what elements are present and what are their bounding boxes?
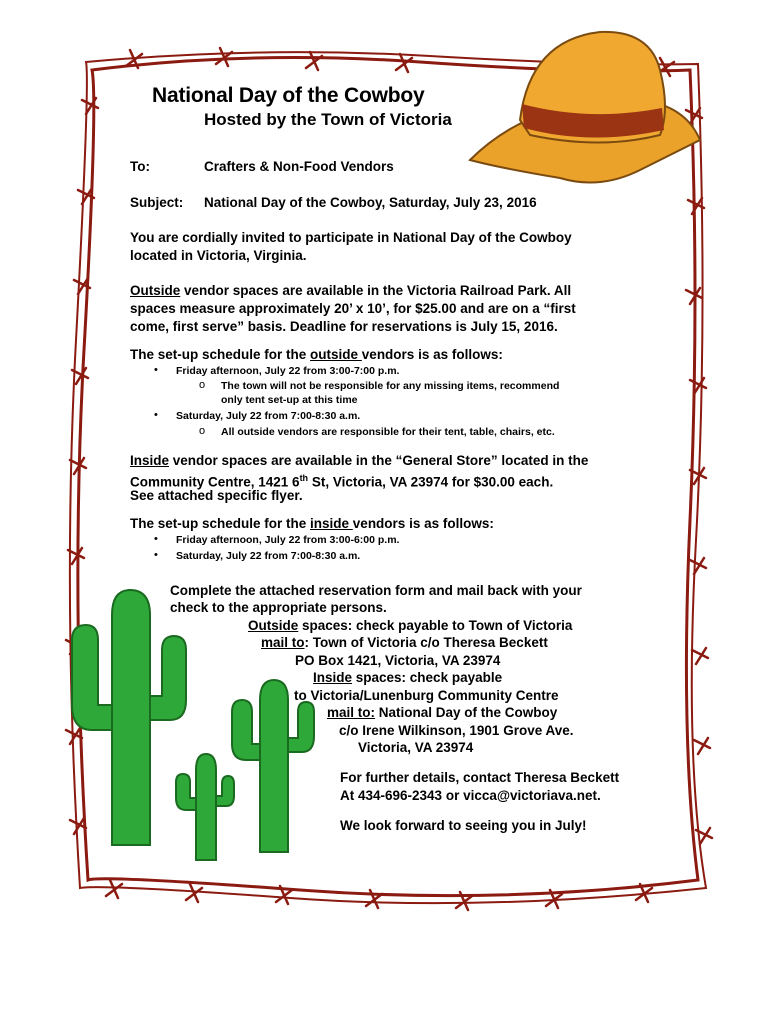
subject-value: National Day of the Cowboy, Saturday, July 23, 2016 bbox=[204, 195, 537, 210]
inside-payable-rest: spaces: check payable bbox=[352, 670, 503, 685]
to-value: Crafters & Non-Food Vendors bbox=[204, 159, 394, 174]
po-box-line: PO Box 1421, Victoria, VA 23974 bbox=[295, 653, 501, 668]
outside-subitem-1-cont: only tent set-up at this time bbox=[221, 394, 358, 406]
outside-schedule-heading bbox=[130, 346, 503, 364]
outside-paragraph-line-3: come, first serve” basis. Deadline for reservations is July 15, 2016. bbox=[130, 319, 558, 334]
closing-line: We look forward to seeing you in July! bbox=[340, 818, 587, 833]
inside-schedule-post: vendors is as follows: bbox=[352, 516, 494, 531]
mail-to-outside-label: mail to bbox=[261, 635, 305, 650]
mail-to-inside-name: National Day of the Cowboy bbox=[375, 705, 558, 720]
intro-line-2: located in Victoria, Virginia. bbox=[130, 248, 307, 263]
bullet-icon: • bbox=[154, 533, 158, 545]
outside-schedule-pre: The set-up schedule for the bbox=[130, 347, 311, 362]
inside-schedule-word: inside bbox=[310, 516, 353, 531]
irene-address-line: c/o Irene Wilkinson, 1901 Grove Ave. bbox=[339, 723, 574, 738]
to-label: To: bbox=[130, 159, 150, 174]
inside-paragraph-line-1 bbox=[130, 452, 588, 470]
mail-to-outside-line bbox=[261, 634, 548, 652]
bullet-icon: • bbox=[154, 549, 158, 561]
inside-line-2-post: St, Victoria, VA 23974 for $30.00 each. bbox=[308, 474, 554, 490]
mail-to-inside-label: mail to: bbox=[327, 705, 376, 720]
cowboy-hat-icon bbox=[470, 32, 700, 183]
bullet-icon: • bbox=[154, 409, 158, 421]
contact-line-1: For further details, contact Theresa Beckett bbox=[340, 770, 620, 785]
mailing-line-2: check to the appropriate persons. bbox=[170, 600, 387, 615]
outside-payable-rest: spaces: check payable to Town of Victoria bbox=[298, 618, 573, 633]
sub-bullet-icon: o bbox=[199, 425, 206, 437]
subject-label: Subject: bbox=[130, 195, 184, 210]
outside-paragraph-line-2: spaces measure approximately 20’ x 10’, for $25.00 and are on a “first bbox=[130, 301, 576, 316]
outside-subitem-2: All outside vendors are responsible for their tent, table, chairs, etc. bbox=[221, 426, 555, 438]
inside-line-2-sup: th bbox=[299, 473, 309, 483]
inside-schedule-item-1: Friday afternoon, July 22 from 3:00-6:00 p.m. bbox=[176, 534, 400, 546]
outside-line-1-rest: vendor spaces are available in the Victoria Railroad Park. All bbox=[180, 283, 572, 298]
inside-payable-keyword: Inside bbox=[313, 670, 353, 685]
page-subtitle: Hosted by the Town of Victoria bbox=[204, 110, 452, 129]
bullet-icon: • bbox=[154, 364, 158, 376]
inside-line-2-pre: Community Centre, 1421 6 bbox=[130, 474, 300, 490]
community-centre-line: to Victoria/Lunenburg Community Centre bbox=[294, 688, 559, 703]
inside-schedule-heading bbox=[130, 515, 494, 533]
outside-subitem-1: The town will not be responsible for any missing items, recommend bbox=[221, 380, 560, 392]
inside-schedule-item-2: Saturday, July 22 from 7:00-8:30 a.m. bbox=[176, 550, 361, 562]
contact-line-2: At 434-696-2343 or vicca@victoriava.net. bbox=[340, 788, 601, 803]
outside-payable-line bbox=[248, 617, 572, 635]
outside-keyword: Outside bbox=[130, 283, 181, 298]
inside-schedule-pre: The set-up schedule for the bbox=[130, 516, 311, 531]
outside-paragraph-line-1 bbox=[130, 282, 571, 300]
intro-line-1: You are cordially invited to participate in National Day of the Cowboy bbox=[130, 230, 572, 245]
mail-to-outside-address: : Town of Victoria c/o Theresa Beckett bbox=[304, 635, 548, 650]
inside-keyword: Inside bbox=[130, 453, 170, 468]
page-title: National Day of the Cowboy bbox=[152, 84, 425, 107]
inside-payable-line bbox=[313, 669, 502, 687]
city-line: Victoria, VA 23974 bbox=[358, 740, 474, 755]
outside-schedule-post: vendors is as follows: bbox=[361, 347, 503, 362]
mailing-line-1: Complete the attached reservation form and mail back with your bbox=[170, 583, 582, 598]
inside-line-1-rest: vendor spaces are available in the “General Store” located in the bbox=[169, 453, 589, 468]
outside-payable-keyword: Outside bbox=[248, 618, 299, 633]
inside-paragraph-line-3: See attached specific flyer. bbox=[130, 488, 303, 503]
outside-schedule-item-2: Saturday, July 22 from 7:00-8:30 a.m. bbox=[176, 410, 361, 422]
outside-schedule-item-1: Friday afternoon, July 22 from 3:00-7:00 p.m. bbox=[176, 365, 400, 377]
sub-bullet-icon: o bbox=[199, 379, 206, 391]
outside-schedule-word: outside bbox=[310, 347, 362, 362]
mail-to-inside-line bbox=[327, 704, 557, 722]
